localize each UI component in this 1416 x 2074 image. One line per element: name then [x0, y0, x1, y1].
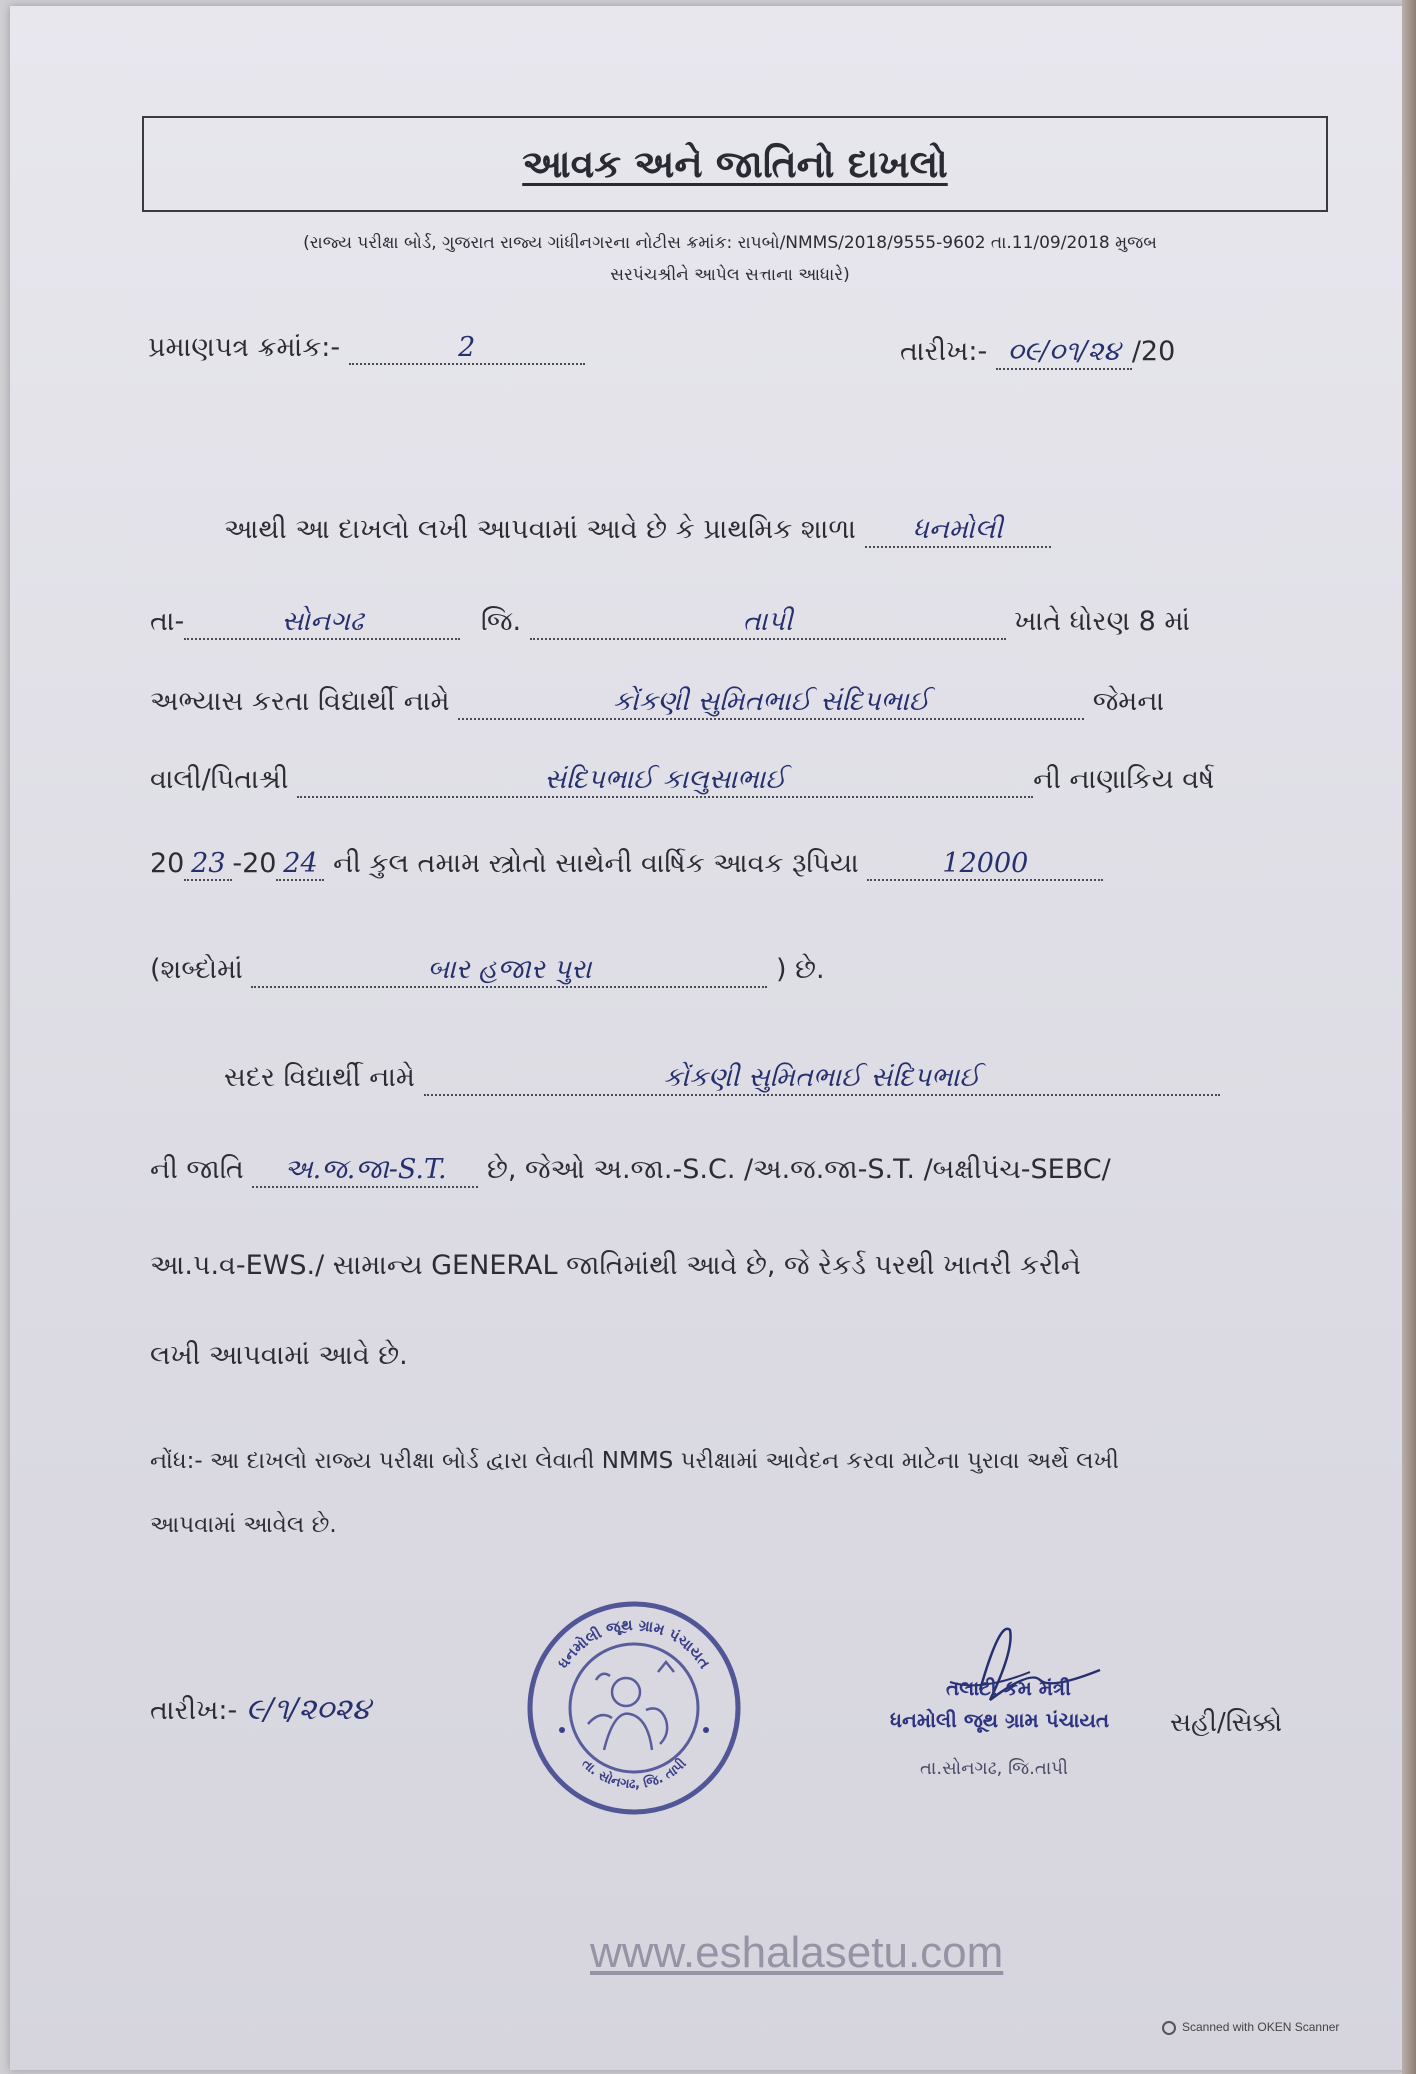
stamp-text-bottom: તા. સોનગઢ, જિ. તાપી [578, 1756, 690, 1793]
para1-intro: આથી આ દાખલો લખી આપવામાં આવે છે કે પ્રાથમિક શાળા [224, 514, 857, 545]
note-line-1: નોંધ:- આ દાખલો રાજ્ય પરીક્ષા બોર્ડ દ્વારા લેવાતી NMMS પરીક્ષામાં આવેદન કરવા માટેના પુરાવા અર્થે લખી [150, 1448, 1119, 1474]
cert-number-row [148, 332, 585, 365]
note-line-2: આપવામાં આવેલ છે. [150, 1512, 337, 1538]
date-row [900, 336, 1175, 370]
website-watermark: www.eshalasetu.com [590, 1928, 1004, 1977]
year-start-hw: 23 [184, 848, 232, 881]
para2-intro: સદર વિદ્યાર્થી નામે [224, 1062, 415, 1093]
date-prefilled: /20 [1131, 336, 1176, 367]
scanner-label: Scanned with OKEN Scanner [1182, 2020, 1340, 2034]
date-handwritten: ૦૯/૦૧/૨૪ [996, 336, 1132, 370]
signature-block [890, 1612, 1310, 1802]
year-end-hw: 24 [276, 848, 324, 881]
title-box [142, 116, 1328, 212]
para1-line3 [150, 686, 1164, 720]
sig-stamp-line-3: તા.સોનગઢ, જિ.તાપી [920, 1758, 1069, 1779]
taluka-label: તા- [150, 606, 185, 637]
bottom-date-label: તારીખ:- [150, 1695, 238, 1726]
bottom-date-value: ૯/૧/૨૦૨૪ [245, 1692, 371, 1727]
signature-label: સહી/સિક્કો [1170, 1708, 1283, 1738]
paper-background-edge [1402, 0, 1416, 2074]
para1-line1 [224, 514, 1051, 548]
date-label: તારીખ:- [900, 336, 988, 367]
caste-value: અ.જ.જા-S.T. [252, 1154, 478, 1188]
cert-number-label: પ્રમાણપત્ર ક્રમાંક:- [148, 332, 341, 363]
bottom-date-row [150, 1692, 370, 1727]
para1-line6 [150, 954, 825, 988]
cert-number-value: 2 [349, 332, 585, 365]
scanner-watermark [1162, 2020, 1339, 2035]
income-text: ની કુલ તમામ સ્ત્રોતો સાથેની વાર્ષિક આવક રૂપિયા [333, 848, 859, 879]
para2-line1 [224, 1062, 1220, 1096]
para2-line4: લખી આપવામાં આવે છે. [150, 1340, 408, 1371]
district-value: તાપી [530, 606, 1006, 640]
notice-line-1: (રાજ્ય પરીક્ષા બોર્ડ, ગુજરાત રાજ્ય ગાંધીનગરના નોટીસ ક્રમાંક: રાપબો/NMMS/2018/9555-9602 તા.11/09/2018 મુજબ [303, 233, 1157, 253]
guardian-label: વાલી/પિતાશ્રી [150, 764, 289, 795]
taluka-value: સોનગઢ [184, 606, 460, 640]
document-title: આવક અને જાતિનો દાખલો [522, 142, 948, 186]
year-end: -20 [232, 848, 277, 879]
student-label: અભ્યાસ કરતા વિદ્યાર્થી નામે [150, 686, 450, 717]
words-value: બાર હજાર પુરા [251, 954, 767, 988]
stamp-text-top: ધનમોલી જૂથ ગ્રામ પંચાયત [554, 1615, 714, 1672]
para1-line2 [150, 606, 1190, 640]
school-name: ધનમોલી [865, 514, 1051, 548]
income-value: 12000 [867, 848, 1103, 881]
notice-line-2: સરપંચશ્રીને આપેલ સત્તાના આધારે) [610, 265, 850, 285]
para2-line2 [150, 1154, 1111, 1188]
certificate-paper [10, 6, 1408, 2070]
year-start: 20 [150, 848, 185, 879]
jemna-text: જેમના [1092, 686, 1165, 717]
scanner-icon [1162, 2021, 1176, 2035]
para1-line5 [150, 848, 1103, 881]
panchayat-round-stamp [526, 1600, 742, 1816]
sig-stamp-line-1: તલાટી કમ મંત્રી [946, 1676, 1071, 1700]
caste-label: ની જાતિ [150, 1154, 244, 1185]
words-label: (શબ્દોમાં [150, 954, 243, 985]
sig-stamp-line-2: ધનમોલી જૂથ ગ્રામ પંચાયત [890, 1708, 1110, 1732]
para2-line3: આ.પ.વ-EWS./ સામાન્ય GENERAL જાતિમાંથી આવે છે, જે રેકર્ડ પરથી ખાતરી કરીને [150, 1250, 1081, 1281]
guardian-name: સંદિપભાઈ કાલુસાભાઈ [297, 764, 1033, 798]
words-end: ) છે. [776, 954, 825, 985]
district-label: જિ. [480, 606, 522, 637]
para1-line4 [150, 764, 1214, 798]
financial-year-label: ની નાણાકિય વર્ષ [1033, 764, 1215, 795]
student-name: કોંકણી સુમિતભાઈ સંદિપભાઈ [458, 686, 1084, 720]
student-name-2: કોંકણી સુમિતભાઈ સંદિપભાઈ [424, 1062, 1220, 1096]
stamp-emblem-icon [588, 1662, 674, 1750]
std-text: ખાતે ધોરણ 8 માં [1014, 606, 1191, 637]
caste-text-1: છે, જેઓ અ.જા.-S.C. /અ.જ.જા-S.T. /બક્ષીપંચ-SEBC/ [486, 1154, 1111, 1185]
